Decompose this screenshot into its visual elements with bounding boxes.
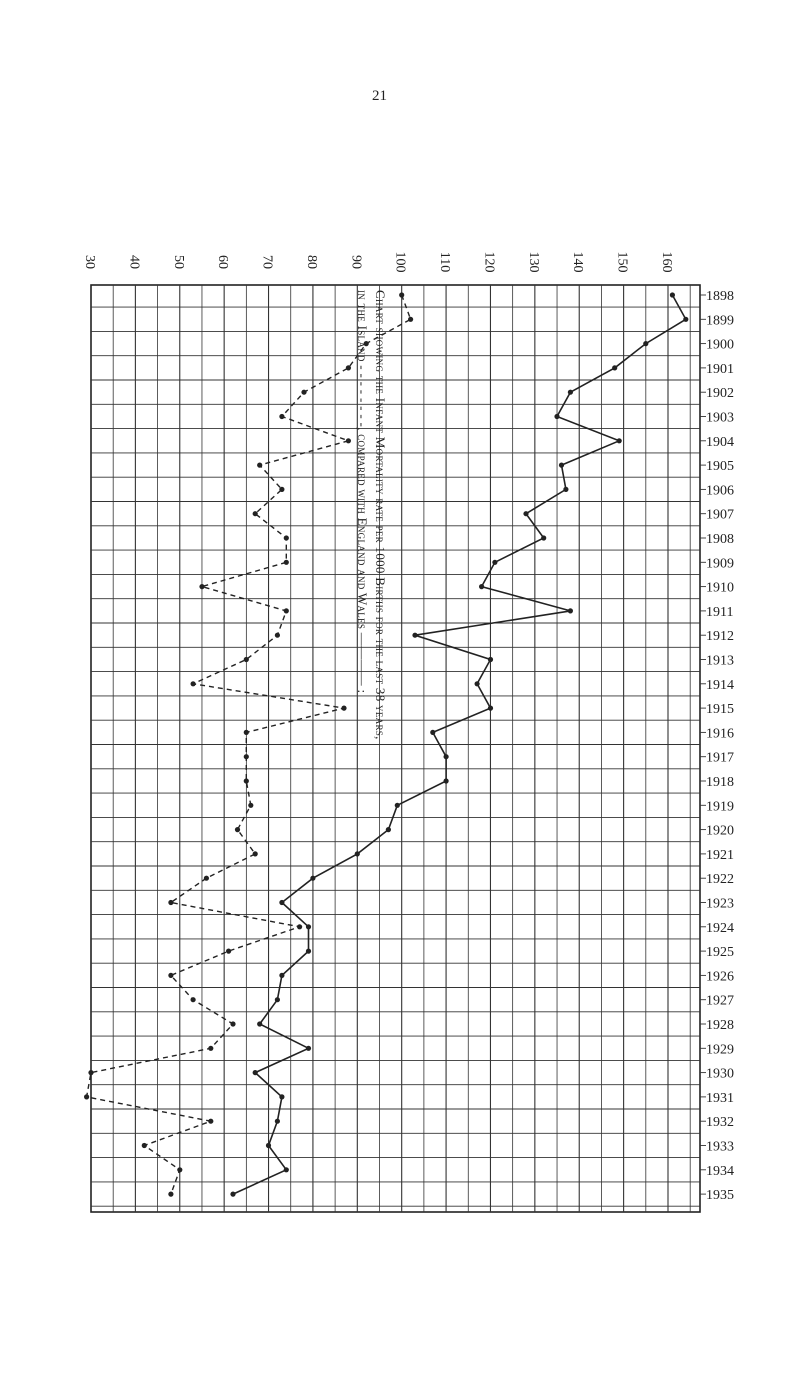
island-point (204, 876, 209, 881)
year-tick-label: 1899 (706, 313, 734, 329)
island-point (88, 1070, 93, 1075)
chart-title-line-2: in the Island - - - - - - - -, compared with England and Wales ———— : (355, 290, 370, 694)
england-wales-point (279, 1094, 284, 1099)
year-tick-label: 1929 (706, 1042, 734, 1058)
england-wales-point (306, 949, 311, 954)
year-tick-label: 1925 (706, 945, 734, 961)
island-point (279, 487, 284, 492)
chart-grid (91, 285, 700, 1212)
england-wales-point (275, 997, 280, 1002)
island-point (399, 292, 404, 297)
england-wales-point (568, 608, 573, 613)
island-point (208, 1119, 213, 1124)
island-point (279, 414, 284, 419)
england-wales-point (683, 317, 688, 322)
england-wales-point (306, 1046, 311, 1051)
england-wales-point (275, 1119, 280, 1124)
year-tick-label: 1909 (706, 556, 734, 572)
island-point (248, 803, 253, 808)
rate-tick-label: 160 (659, 251, 674, 273)
island-point (191, 997, 196, 1002)
year-tick-label: 1907 (706, 507, 734, 523)
england-wales-point (568, 390, 573, 395)
year-tick-label: 1911 (706, 604, 734, 620)
year-tick-label: 1916 (706, 726, 734, 742)
england-wales-point (488, 706, 493, 711)
year-tick-label: 1935 (706, 1188, 734, 1204)
island-point (346, 438, 351, 443)
england-wales-point (563, 487, 568, 492)
year-tick-label: 1906 (706, 483, 734, 499)
rate-tick-label: 150 (614, 251, 630, 273)
england-wales-point (617, 438, 622, 443)
england-wales-point (479, 584, 484, 589)
island-point (301, 390, 306, 395)
year-tick-label: 1921 (706, 847, 734, 863)
england-wales-point (279, 973, 284, 978)
england-wales-point (253, 1070, 258, 1075)
rate-tick-label: 60 (215, 255, 231, 269)
england-wales-point (266, 1143, 271, 1148)
island-point (341, 706, 346, 711)
island-point (235, 827, 240, 832)
year-tick-label: 1912 (706, 629, 734, 645)
island-point (84, 1094, 89, 1099)
island-point (244, 730, 249, 735)
england-wales-point (444, 778, 449, 783)
year-tick-label: 1919 (706, 799, 734, 815)
year-tick-label: 1900 (706, 337, 734, 353)
island-point (275, 633, 280, 638)
island-point (168, 1192, 173, 1197)
england-wales-point (488, 657, 493, 662)
england-wales-point (523, 511, 528, 516)
year-tick-label: 1924 (706, 920, 734, 936)
rate-tick-labels (82, 252, 674, 273)
island-point (253, 511, 258, 516)
england-wales-point (284, 1167, 289, 1172)
year-tick-label: 1913 (706, 653, 734, 669)
island-point (177, 1167, 182, 1172)
year-tick-label: 1933 (706, 1139, 734, 1155)
rate-tick-label: 40 (126, 255, 142, 269)
england-wales-point (306, 924, 311, 929)
england-wales-point (355, 851, 360, 856)
island-point (226, 949, 231, 954)
island-point (230, 1021, 235, 1026)
island-point (244, 754, 249, 759)
year-tick-label: 1910 (706, 580, 734, 596)
england-wales-point (412, 633, 417, 638)
rate-tick-label: 110 (437, 251, 453, 273)
island-point (408, 317, 413, 322)
year-tick-label: 1922 (706, 872, 734, 888)
rate-tick-label: 140 (570, 251, 586, 273)
island-point (253, 851, 258, 856)
england-wales-point (395, 803, 400, 808)
england-wales-point (310, 876, 315, 881)
year-tick-labels (700, 289, 734, 1203)
year-tick-label: 1928 (706, 1018, 734, 1033)
island-point (191, 681, 196, 686)
island-point (244, 778, 249, 783)
year-tick-label: 1932 (706, 1115, 734, 1131)
island-point (168, 900, 173, 905)
england-wales-point (386, 827, 391, 832)
page-number: 21 (372, 88, 387, 104)
island-point (346, 365, 351, 370)
year-tick-label: 1914 (706, 677, 734, 693)
england-wales-point (643, 341, 648, 346)
england-wales-point (612, 365, 617, 370)
rate-tick-label: 50 (170, 255, 186, 269)
island-point (168, 973, 173, 978)
island-point (208, 1046, 213, 1051)
england-wales-point (444, 754, 449, 759)
island-point (284, 608, 289, 613)
year-tick-label: 1920 (706, 823, 734, 839)
england-wales-point (257, 1021, 262, 1026)
rate-tick-label: 80 (303, 255, 319, 269)
year-tick-label: 1903 (706, 410, 734, 426)
rate-tick-label: 70 (259, 255, 275, 269)
year-tick-label: 1931 (706, 1090, 734, 1106)
island-point (257, 463, 262, 468)
rate-tick-label: 130 (525, 251, 541, 273)
rate-tick-label: 120 (481, 251, 497, 273)
year-tick-label: 1918 (706, 775, 734, 790)
island-point (244, 657, 249, 662)
england-wales-point (670, 292, 675, 297)
england-wales-point (559, 463, 564, 468)
year-tick-label: 1902 (706, 386, 734, 402)
year-tick-label: 1927 (706, 993, 734, 1009)
england-wales-point (541, 535, 546, 540)
year-tick-label: 1905 (706, 459, 734, 475)
island-point (284, 535, 289, 540)
year-tick-label: 1908 (706, 532, 734, 547)
year-tick-label: 1917 (706, 750, 734, 766)
england-wales-point (230, 1192, 235, 1197)
year-tick-label: 1901 (706, 361, 734, 377)
rate-tick-label: 30 (82, 255, 97, 269)
year-tick-label: 1934 (706, 1163, 734, 1179)
year-tick-label: 1898 (706, 289, 734, 304)
year-tick-label: 1915 (706, 702, 734, 718)
england-wales-point (279, 900, 284, 905)
year-tick-label: 1904 (706, 434, 734, 450)
england-wales-point (430, 730, 435, 735)
chart-title-line-1: Chart showing the Infant Mortality rate per 1000 Births for the last 38 years, (373, 290, 388, 740)
year-tick-label: 1926 (706, 969, 734, 985)
island-point (142, 1143, 147, 1148)
year-tick-label: 1923 (706, 896, 734, 912)
island-point (284, 560, 289, 565)
rate-tick-label: 90 (348, 255, 364, 269)
year-tick-label: 1930 (706, 1066, 734, 1082)
rate-tick-label: 100 (392, 251, 408, 273)
island-point (297, 924, 302, 929)
england-wales-point (492, 560, 497, 565)
england-wales-point (554, 414, 559, 419)
grid-frame (91, 285, 700, 1212)
island-point (199, 584, 204, 589)
england-wales-point (475, 681, 480, 686)
